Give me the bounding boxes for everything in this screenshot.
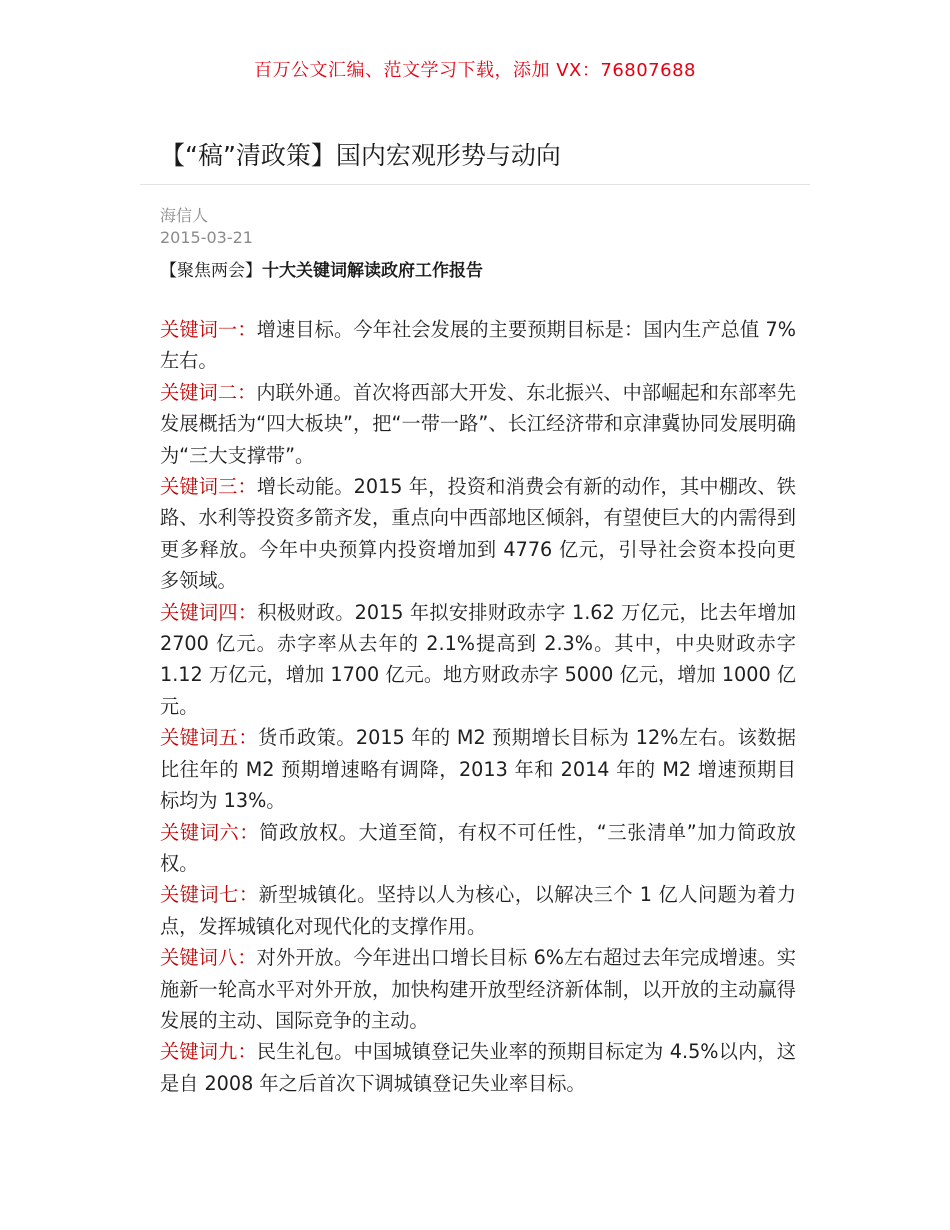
keyword-label: 关键词四：: [160, 600, 258, 624]
lead-main-title: 十大关键词解读政府工作报告: [262, 261, 483, 281]
title-divider: [140, 184, 810, 185]
keyword-text: 积极财政。2015 年拟安排财政赤字 1.62 万亿元，比去年增加 2700 亿元。赤字率从去年的 2.1%提高到 2.3%。其中，中央财政赤字 1.12 万亿元，增加 1700 亿元。地方财政赤字 5000 亿元，增加 1000 亿元。: [160, 600, 797, 718]
article-body: [160, 314, 796, 1099]
keyword-paragraph: [160, 722, 796, 816]
lead-tag: 【聚焦两会】: [160, 261, 262, 281]
publish-date: 2015-03-21: [160, 228, 253, 247]
keyword-text: 货币政策。2015 年的 M2 预期增长目标为 12%左右。该数据比往年的 M2 预期增速略有调降，2013 年和 2014 年的 M2 增速预期目标均为 13%。: [160, 726, 796, 813]
keyword-label: 关键词一：: [160, 318, 257, 341]
article-title: 【“稿”清政策】国内宏观形势与动向: [160, 141, 561, 170]
keyword-text: 增长动能。2015 年，投资和消费会有新的动作，其中棚改、铁路、水利等投资多箭齐发，重点向中西部地区倾斜，有望使巨大的内需得到更多释放。今年中央预算内投资增加到 4776 亿元，引导社会资本投向更多领域。: [160, 475, 796, 593]
keyword-label: 关键词九：: [160, 1040, 257, 1064]
keyword-text: 对外开放。今年进出口增长目标 6%左右超过去年完成增速。实施新一轮高水平对外开放，加快构建开放型经济新体制，以开放的主动赢得发展的主动、国际竞争的主动。: [160, 946, 796, 1032]
keyword-paragraph: [160, 1036, 796, 1099]
keyword-paragraph: [160, 314, 796, 377]
keyword-label: 关键词七：: [160, 883, 259, 907]
keyword-label: 关键词二：: [160, 380, 257, 404]
keyword-text: 内联外通。首次将西部大开发、东北振兴、中部崛起和东部率先发展概括为“四大板块”，把“一带一路”、长江经济带和京津冀协同发展明确为“三大支撑带”。: [160, 380, 797, 467]
author-name: 海信人: [160, 206, 209, 225]
promo-banner: 百万公文汇编、范文学习下载，添加 VX：76807688: [254, 60, 696, 81]
keyword-label: 关键词六：: [160, 820, 260, 844]
keyword-text: 新型城镇化。坚持以人为核心，以解决三个 1 亿人问题为着力点，发挥城镇化对现代化的支撑作用。: [160, 883, 797, 938]
keyword-paragraph: [160, 942, 796, 1036]
keyword-paragraph: [160, 377, 796, 471]
keyword-text: 民生礼包。中国城镇登记失业率的预期目标定为 4.5%以内，这是自 2008 年之后首次下调城镇登记失业率目标。: [160, 1040, 796, 1095]
keyword-label: 关键词五：: [160, 726, 258, 750]
keyword-paragraph: [160, 471, 796, 597]
keyword-text: 增速目标。今年社会发展的主要预期目标是：国内生产总值 7%左右。: [160, 318, 796, 373]
keyword-label: 关键词八：: [160, 946, 257, 970]
lead-heading: [160, 256, 483, 281]
keyword-label: 关键词三：: [160, 475, 257, 499]
keyword-paragraph: [160, 817, 796, 880]
keyword-paragraph: [160, 597, 796, 723]
keyword-paragraph: [160, 879, 796, 942]
keyword-text: 简政放权。大道至简，有权不可任性，“三张清单”加力简政放权。: [160, 820, 796, 875]
